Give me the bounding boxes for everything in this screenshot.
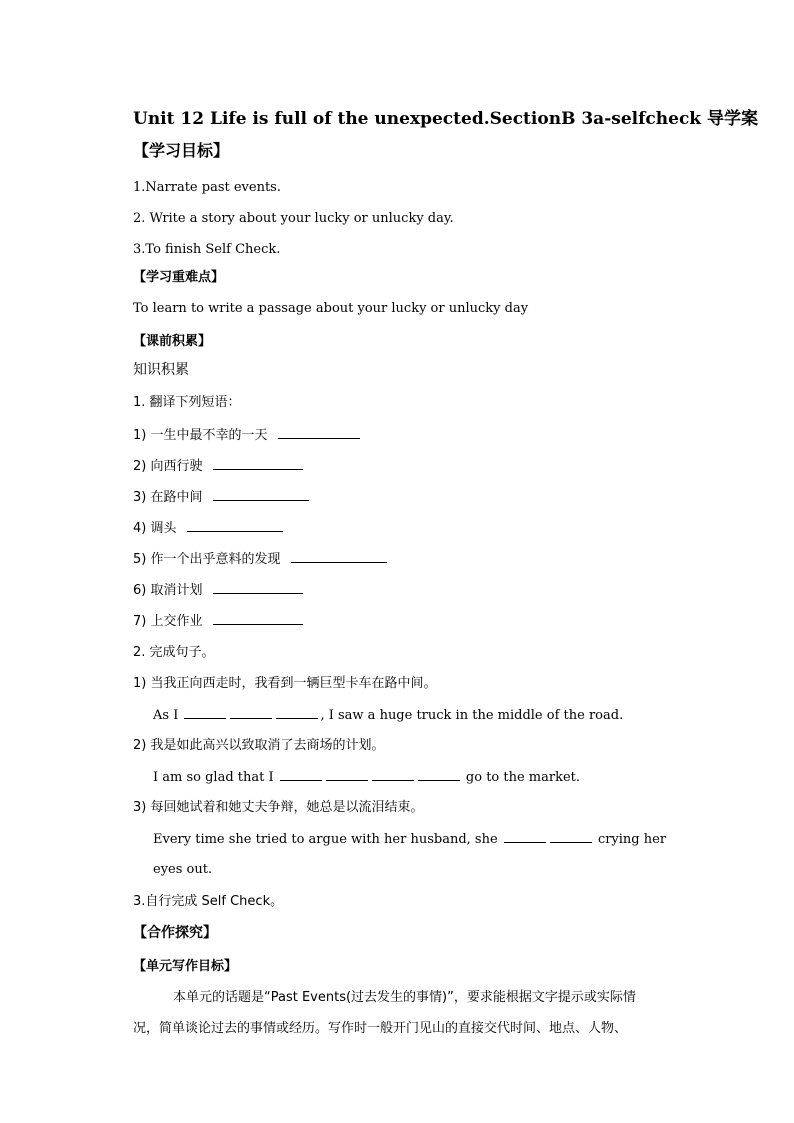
sentence-english	[153, 829, 666, 850]
title-english: Unit 12 Life is full of the unexpected.SectionB 3a-selfcheck	[133, 109, 702, 129]
section-heading-cooperation: 【合作探究】	[133, 925, 217, 941]
phrase-number: 3)	[133, 490, 147, 505]
sentence-english	[153, 767, 580, 788]
sentence-number: 2)	[133, 738, 147, 753]
answer-blank[interactable]	[213, 487, 309, 501]
phrase-item	[133, 580, 303, 601]
sentence-chinese	[133, 674, 437, 694]
key-point-text: To learn to write a passage about your lucky or unlucky day	[133, 301, 529, 316]
section-heading-key-points: 【学习重难点】	[133, 270, 225, 285]
objective-3: 3.To finish Self Check.	[133, 242, 281, 257]
answer-blank[interactable]	[187, 518, 283, 532]
sentence-english	[153, 705, 623, 726]
phrase-number: 1)	[133, 428, 147, 443]
sub-heading-writing-goal: 【单元写作目标】	[133, 959, 238, 974]
phrase-text: 一生中最不幸的一天	[150, 428, 268, 443]
page-title	[133, 104, 758, 129]
objective-2: 2. Write a story about your lucky or unlucky day.	[133, 211, 454, 226]
phrase-item	[133, 425, 360, 446]
answer-blank[interactable]	[213, 580, 303, 594]
sentence-number: 1)	[133, 676, 147, 691]
phrase-item	[133, 611, 303, 632]
sentence-english-start: Every time she tried to argue with her husband, she	[153, 832, 498, 847]
sentence-chinese	[133, 736, 385, 756]
phrase-text: 作一个出乎意料的发现	[150, 552, 281, 567]
sentence-english-continuation: eyes out.	[153, 862, 213, 877]
phrase-text: 取消计划	[150, 583, 203, 598]
answer-blank[interactable]	[291, 549, 387, 563]
phrase-number: 2)	[133, 459, 147, 474]
phrase-text: 在路中间	[150, 490, 203, 505]
phrase-text: 上交作业	[150, 614, 203, 629]
sentence-english-end: crying her	[597, 832, 667, 847]
sentence-english-end: , I saw a huge truck in the middle of the road.	[320, 708, 624, 723]
phrase-item	[133, 456, 303, 477]
sentence-number: 3)	[133, 800, 147, 815]
answer-blank[interactable]	[230, 705, 272, 719]
answer-blank[interactable]	[184, 705, 226, 719]
answer-blank[interactable]	[280, 767, 322, 781]
phrase-item	[133, 549, 387, 570]
answer-blank[interactable]	[213, 456, 303, 470]
answer-blank[interactable]	[276, 705, 318, 719]
phrase-text: 向西行驶	[150, 459, 203, 474]
phrase-number: 5)	[133, 552, 147, 567]
knowledge-heading: 知识积累	[133, 362, 189, 378]
title-chinese: 导学案	[707, 109, 758, 129]
sentence-english-start: I am so glad that I	[153, 770, 274, 785]
answer-blank[interactable]	[504, 829, 546, 843]
sentence-chinese-text: 我是如此高兴以致取消了去商场的计划。	[150, 738, 385, 753]
writing-goal-paragraph: 本单元的话题是“Past Events(过去发生的事情)”，要求能根据文字提示或实际情况，简单谈论过去的事情或经历。写作时一般开门见山的直接交代时间、地点、人物、	[133, 990, 636, 1036]
answer-blank[interactable]	[418, 767, 460, 781]
section-heading-objectives: 【学习目标】	[133, 141, 230, 160]
phrase-number: 7)	[133, 614, 147, 629]
phrase-number: 4)	[133, 521, 147, 536]
sentence-english-end: go to the market.	[465, 770, 581, 785]
answer-blank[interactable]	[213, 611, 303, 625]
objective-1: 1.Narrate past events.	[133, 180, 281, 195]
question-2-heading: 2. 完成句子。	[133, 645, 215, 660]
question-3: 3.自行完成 Self Check。	[133, 894, 284, 909]
answer-blank[interactable]	[326, 767, 368, 781]
sentence-chinese-text: 每回她试着和她丈夫争辩，她总是以流泪结束。	[150, 800, 424, 815]
phrase-number: 6)	[133, 583, 147, 598]
phrase-item	[133, 518, 283, 539]
phrase-item	[133, 487, 309, 508]
question-1-heading: 1. 翻译下列短语：	[133, 395, 241, 410]
sentence-chinese	[133, 798, 424, 818]
sentence-english-start: As I	[153, 708, 179, 723]
answer-blank[interactable]	[278, 425, 360, 439]
answer-blank[interactable]	[372, 767, 414, 781]
answer-blank[interactable]	[550, 829, 592, 843]
section-heading-preview: 【课前积累】	[133, 334, 212, 349]
sentence-chinese-text: 当我正向西走时，我看到一辆巨型卡车在路中间。	[150, 676, 437, 691]
phrase-text: 调头	[150, 521, 177, 536]
